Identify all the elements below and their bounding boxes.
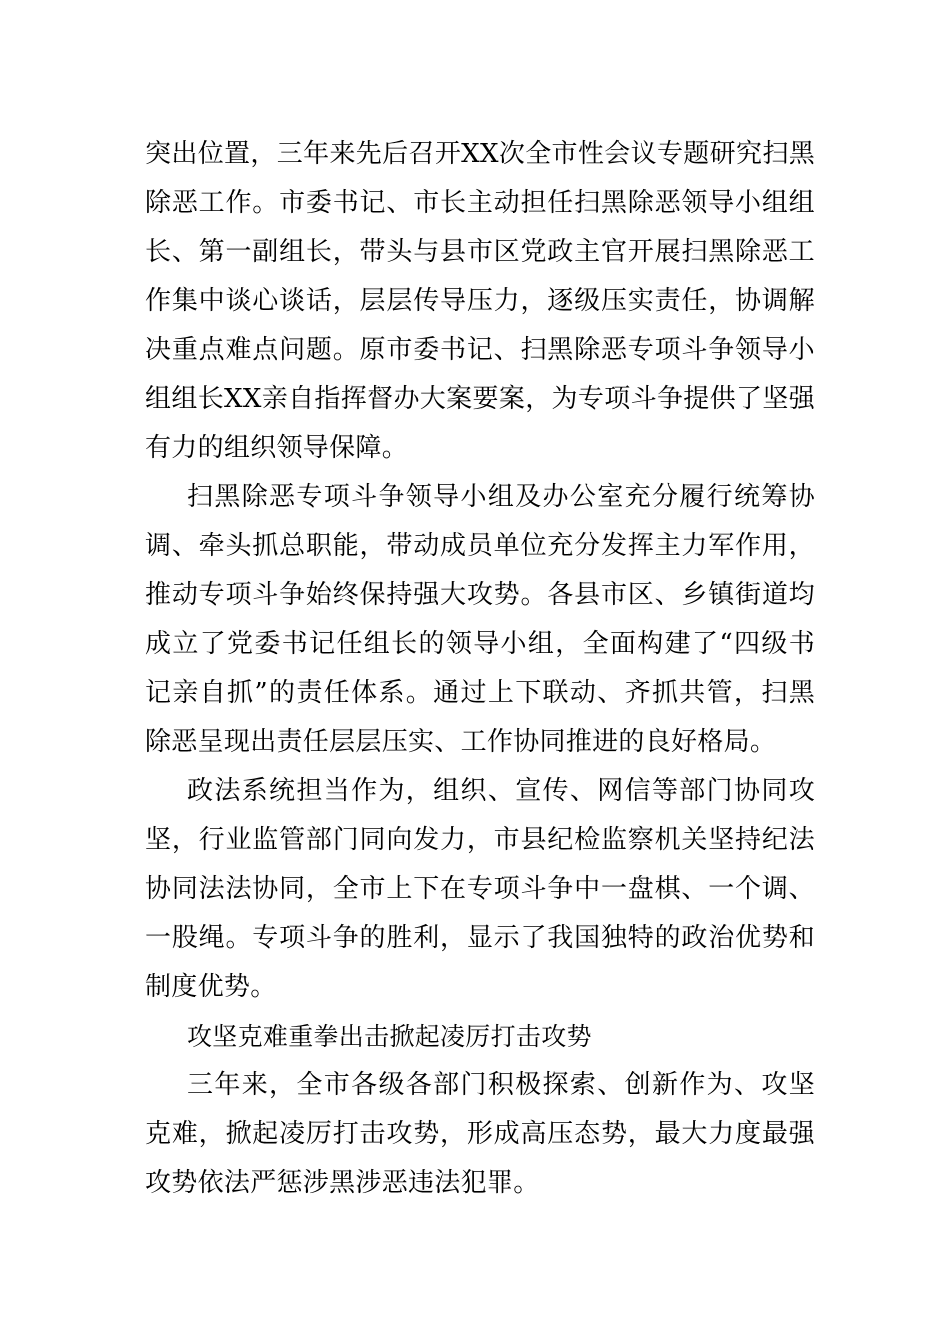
section-heading: 攻坚克难重拳出击掀起凌厉打击攻势 — [187, 1022, 592, 1051]
document-body — [145, 130, 815, 1208]
paragraph-three-years: 三年来，全市各级各部门积极探索、创新作为、攻坚克难，掀起凌厉打击攻势，形成高压态势，最大力度最强攻势依法严惩涉黑涉恶违法犯罪。 — [145, 1070, 815, 1198]
paragraph-leadership-office: 扫黑除恶专项斗争领导小组及办公室充分履行统筹协调、牵头抓总职能，带动成员单位充分发挥主力军作用，推动专项斗争始终保持强大攻势。各县市区、乡镇街道均成立了党委书记任组长的领导小组，全面构建了“四级书记亲自抓”的责任体系。通过上下联动、齐抓共管，扫黑除恶呈现出责任层层压实、工作协同推进的良好格局。 — [145, 482, 815, 757]
paragraph-political-legal-system: 政法系统担当作为，组织、宣传、网信等部门协同攻坚，行业监管部门同向发力，市县纪检监察机关坚持纪法协同法法协同，全市上下在专项斗争中一盘棋、一个调、一股绳。专项斗争的胜利，显示了我国独特的政治优势和制度优势。 — [145, 776, 815, 1002]
paragraph-continuation: 突出位置，三年来先后召开XX次全市性会议专题研究扫黑除恶工作。市委书记、市长主动担任扫黑除恶领导小组组长、第一副组长，带头与县市区党政主官开展扫黑除恶工作集中谈心谈话，层层传导压力，逐级压实责任，协调解决重点难点问题。原市委书记、扫黑除恶专项斗争领导小组组长XX亲自指挥督办大案要案，为专项斗争提供了坚强有力的组织领导保障。 — [145, 139, 815, 463]
